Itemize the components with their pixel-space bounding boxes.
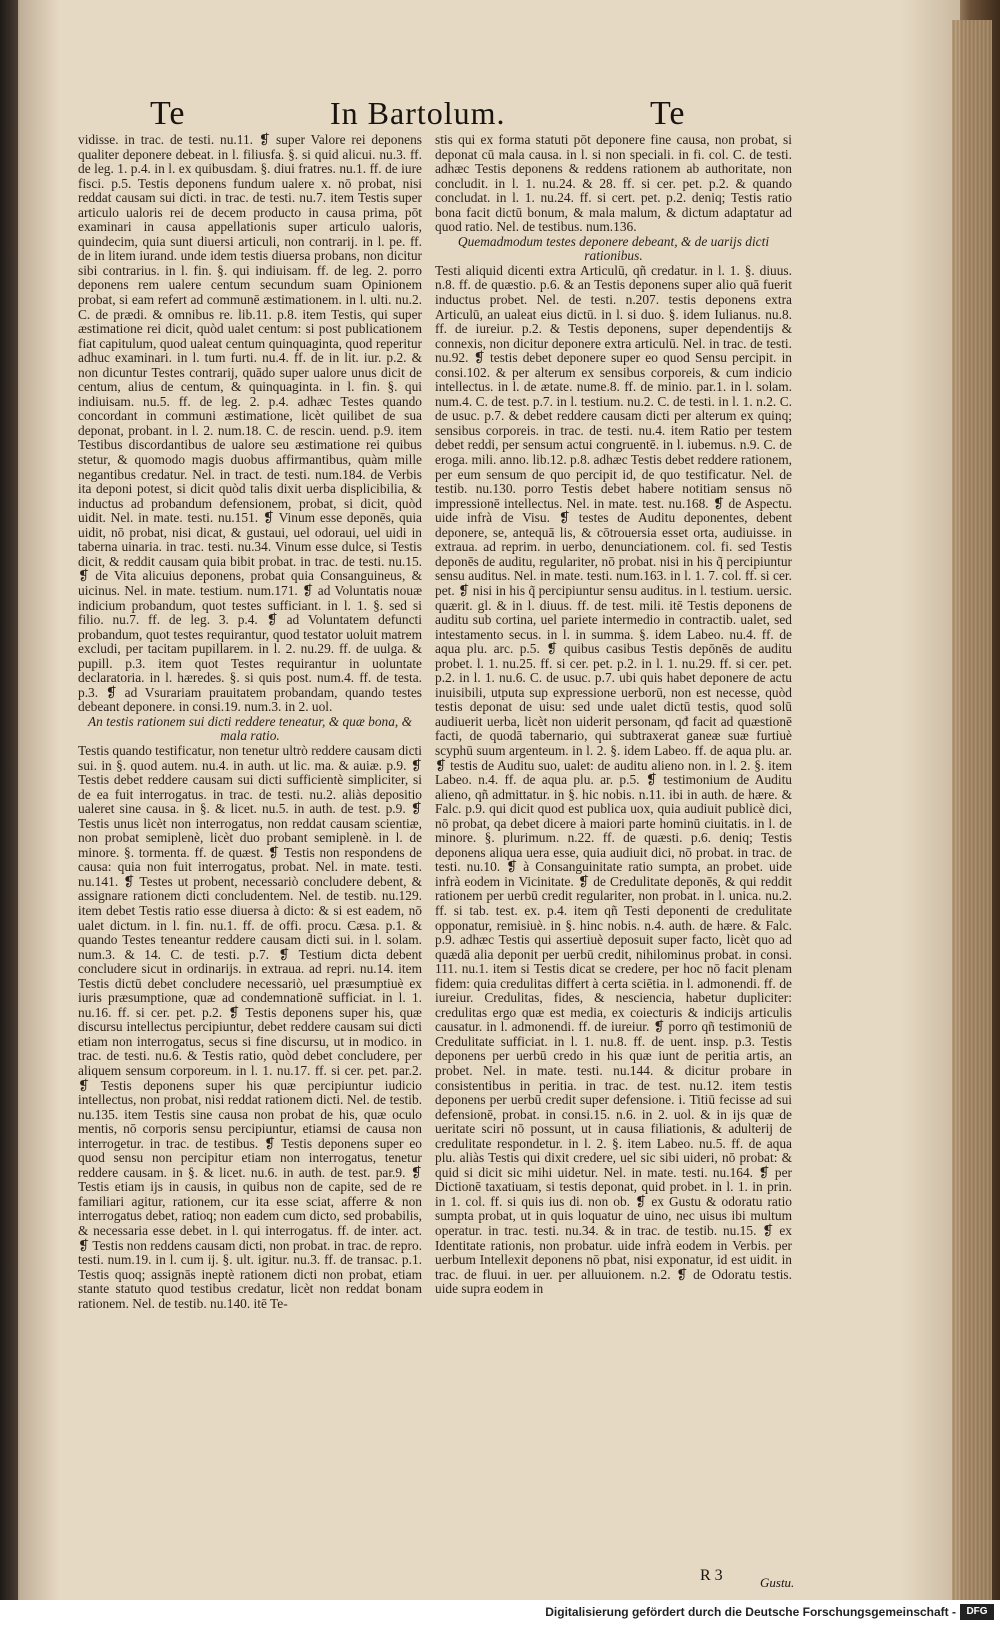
funding-notice: Digitalisierung gefördert durch die Deutsche Forschungsgemeinschaft - [545, 1605, 956, 1619]
binding-shadow [0, 0, 18, 1625]
paragraph: Testis quando testificatur, non tenetur ultrò reddere causam dicti sui. in §. quod autem. nu.4. in auth. ut lic. ma. & auiæ. p.9. ❡ Testis debet reddere causam sui dicti sufficientè simpliciter, si de ea fuit interrogatus. in trac. de testi. nu.2. aliàs depositio ualeret sine causa. in §. & licet. nu.5. in auth. de test. p.9. ❡ Testis unus licèt non interrogatus, non reddat causam scientiæ, non probat semiplenè, licèt duo probant semiplenè. in l. de minore. §. tormenta. ff. de quæst. ❡ Testis non respondens de causa: quia non fuit interrogatus, probat. Nel. in mate. testi. nu.141. ❡ Testes ut probent, necessariò concludere debent, & assignare rationem dicti concludentem. Nel. de testib. nu.129. item debet Testis ratio esse diuersa à dicto: & si est eadem, nō ualet dictum. in l. fin. nu.1. ff. de offi. procu. Cæsa. p.1. & quando Testes teneantur reddere causam dicti sui. in l. solam. num.3. & 14. C. de testi. p.7. ❡ Testium dicta debent concludere sicut in ordinarijs. in extraua. ad repri. nu.14. item Testis dictū debet concludere necessariò, uel præsumptiuè ex iuris præsumptione, quæ ad condemnationē sufficiat. in l. 1. nu.16. ff. si cer. pet. p.2. ❡ Testis deponens super his, quæ discursu intellectus percipiuntur, debet reddere causam sui dicti etiam non interrogatus, secus si fine discursu, ut in modico. in trac. de testi. nu.6. & Testis ratio, quòd debet concludere, per aliquem sensum corporeum. in l. 1. nu.17. ff. si cer. pet. par.2. ❡ Testis deponens super his quæ percipiuntur iudicio intellectus, non probat, nisi reddat rationem dicti. Nel. de testib. nu.135. item Testis sine causa non probat de his, quæ oculo mentis, nō corporis sensu percipiuntur, etiamsi de causa non interrogetur. in trac. de testibus. ❡ Testis deponens super eo quod sensu non percipitur etiam non interrogatus, tenetur reddere causam. in §. & licet. nu.6. in auth. de test. par.9. ❡ Testis etiam ijs in causis, in quibus non de capite, sed de re familiari agitur, rationem, cur ita esse sciat, afferre & non interrogatus debet, ratioq; non eadem cum dicto, sed probabilis, & necessaria esse debet. in l. qui interrogatus. ff. de inter. act. ❡ Testis non reddens causam dicti, non probat. in trac. de repro. testi. num.19. in l. cum ij. §. ult. igitur. nu.3. ff. de transac. p.1. Testis quoq; assignās ineptè rationem dicti non probat, etiam stante statuto quod testibus credatur, licèt non reddat bonam rationem. Nel. de testib. nu.140. itē Te- [78, 742, 422, 1311]
text-column-right [435, 133, 792, 1297]
section-subheading: An testis rationem sui dicti reddere teneatur, & quæ bona, & mala ratio. [87, 713, 413, 744]
running-head-right: Te [650, 95, 686, 132]
signature-mark: R 3 [700, 1567, 723, 1584]
running-head-left: Te [150, 95, 186, 132]
page-edges [952, 20, 992, 1600]
section-subheading: Quemadmodum testes deponere debeant, & de uarijs dicti rationibus. [457, 233, 770, 264]
dfg-logo: DFG [960, 1604, 994, 1620]
catchword: Gustu. [760, 1575, 795, 1590]
paragraph: Testi aliquid dicenti extra Articulū, qñ credatur. in l. 1. §. diuus. n.8. ff. de quæstio. p.6. & an Testis deponens super alio quā fuerit inductus probet. Nel. de testi. n.207. testis deponens extra Articulū, an ualeat eius dictū. in l. si duo. §. idem Iulianus. nu.8. ff. de iureiur. p.2. & Testis deponens, super dependentijs & connexis, non dicitur deponere extra articulū. Nel. in trac. de testi. nu.92. ❡ testis debet deponere super eo quod Sensu percipit. in consi.102. & per alterum ex sensibus corporeis, & cum indicio intellectus. in l. de ætate. nume.8. ff. de minio. par.1. in l. solam. num.4. C. de test. p.7. in l. testium. nu.2. C. de testi. in l. 1. n.2. C. de usuc. p.7. & debet reddere causam dicti per alterum ex quinq; sensibus corporeis. in trac. de testi. nu.4. item Ratio per testem debet reddi, per sensum actui congruentē. in l. iubemus. n.9. C. de eroga. mili. anno. lib.12. p.8. adhæc Testis debet reddere rationem, per eum sensum de quo percipit id, de quo testificatur. Nel. de testib. nu.130. porro Testis debet habere notitiam sensus nō impressionē intellectus. Nel. in mate. test. nu.168. ❡ de Aspectu. uide infrà de Visu. ❡ testes de Auditu deponentes, debent deponere, se, antequā lis, & cōtrouersia esset orta, audiuisse. in extraua. ad reprim. in uerbo, denunciationem. col. fi. sed Testis deponēs de auditu, regulariter, nō probat. nisi in his q̃ percipiuntur sensu auditus. Nel. in mate. testi. num.163. in l. 1. 7. col. ff. si cer. pet. ❡ nisi in his q̃ percipiuntur sensu auditus. in l. testium. uersic. quærit. gl. & in l. diuus. ff. de test. mili. itē Testis deponens de auditu sub cortina, uel pariete intermedio in contractib. ualet, sed intestamento secus. in l. in summa. §. idem Labeo. nu.4. ff. de aqua plu. arc. p.5. ❡ quibus casibus Testis depōnēs de auditu probet. l. 1. nu.25. ff. si cer. pet. p.2. in l. 1. nu.29. ff. si cer. pet. p.2. in l. 1. nu.6. C. de usuc. p.7. ubi quis habet deponere de actu inuisibili, utputa sup expressione uerborū, non est necesse, quòd testis deponat de uisu: sed unde ualet dictū testis, quod solū audiuerit uerba, licèt non uiderit personam, qđ facit ad quæstionē facti, de quodā tabernario, qui subtraxerat ganeæ suæ furtiuè scyphū suum argenteum. in l. 2. §. idem Labeo. ff. de aqua plu. ar. ❡ testis de Auditu suo, ualet: de auditu alieno non. in l. 2. §. item Labeo. n.4. ff. de aqua plu. ar. p.5. ❡ testimonium de Auditu alieno, qñ admittatur. in §. hic nobis. n.11. ibi in auth. de hære. & Falc. p.9. qui dicit quod est publica uox, quia audiuit publicè dici, nō probat, qa debet dicere à maiori parte hominū ciuitatis. in l. de minore. §. plurimum. n.22. ff. de quæsti. p.6. deniq; Testis deponens aliqua uera esse, quia audiuit dici, nō probat. in trac. de testi. nu.10. ❡ à Consanguinitate ratio sumpta, an probet. uide infrà eodem in Vicinitate. ❡ de Credulitate deponēs, & qui reddit rationem per uerbū credit regulariter, non probat. in l. unica. nu.2. ff. si tab. test. ex. p.4. item qñ Testi deponenti de credulitate opponatur, remisiuè. in §. hinc nobis. n.4. auth. de hære. & Falc. p.9. adhæc Testis qui assertiuè deposuit super facto, licèt quo ad quædā alia deponit per uerbū credit, nihilominus probat. in consi. 111. nu.1. item si Testis dicat se credere, per hoc nō facit plenam fidem: quia credulitas differt à certa sciētia. in l. admonendi. ff. de iureiur. Credulitas, fides, & nesciencia, habetur dupliciter: credulitas ergo quæ est media, ex coiecturis & indicijs articulis causatur. in l. admonendi. ff. de iureiur. ❡ porro qñ testimoniū de Credulitate sufficiat. in l. 1. nu.8. ff. de uent. insp. p.3. Testis deponens per uerbū credo in his quæ iunt de peritia artis, an probet. Nel. in mate. testi. nu.144. & dicitur probare in consistentibus in peritia. in trac. de test. nu.12. item testis deponens per uerbū credit super defensione. i. Titiū fecisse ad sui defensionē, probat. in consi.15. n.6. in 2. uol. & in ijs quæ de ueritate sciri nō possunt, ut in causa filiationis, & adulterij de credulitate respondetur. in l. 2. §. item Labeo. nu.5. ff. de aqua plu. aliàs Testis qui dixit credere, uel sic sibi uideri, nō probat: & quid si dicit sic mihi uidetur. Nel. in mate. testi. nu.164. ❡ per Dictionē taxatiuam, si testis deponat, quid probet. in l. 1. in prin. in 1. col. ff. si quis ius di. non ob. ❡ ex Gustu & odoratu ratio sumpta probat, ut in quis loquatur de uino, nec uisus ibi multum operatur. in trac. testi. nu.34. & in trac. de testib. nu.15. ❡ ex Identitate rationis, non probatur. uide infrà eodem in Verbis. per uerbum Intellexit deponens nō pbat, nisi exponatur, id est uidit. in trac. de fluui. in uer. per alluuionem. n.2. ❡ de Odoratu testis. uide supra eodem in [435, 262, 792, 1297]
footer-bar [0, 1600, 1000, 1625]
paragraph: vidisse. in trac. de testi. nu.11. ❡ super Valore rei deponens qualiter deponere debeat. in l. filiusfa. §. si quid alicui. nu.3. ff. de leg. 1. p.4. in l. ex quibusdam. §. diui fratres. nu.1. ff. de iure fisci. p.5. Testis deponens fundum ualere x. nō probat, nisi reddat causam sui dicti. in trac. de testi. nu.7. item Testis super articulo ualoris rei de decem producto in causa prima, pōt examinari in causa appellationis super articulo ualoris, quindecim, quia sunt diuersi articuli, non contrarij. in l. pe. ff. de in litem iurand. unde idem testis diuersa probans, non dicitur sibi contrarius. in l. fin. §. qui indiuisam. ff. de leg. 2. porro deponens rem ualere centum secundum suam Opinionem probat, si eam refert ad communē æstimationem. in l. ulti. nu.2. C. de prædi. & omnibus re. lib.11. p.8. item Testis, qui super æstimatione rei dicit, quòd ualet centum: si post publicationem fiat capitulum, quod ualeat centum quinquaginta, quod reperitur adhuc examinari. in l. tum furti. nu.4. ff. de in lit. iur. p.2. & non dicuntur Testes contrarij, quādo super ualore unus dicit de centum, alius de centum, & quinquaginta. in l. fin. §. qui indiuisam. nu.5. ff. de leg. 2. p.4. adhæc Testes quando concordant in communi æstimatione, licèt quilibet de sua deponat, probant. in l. 2. num.18. C. de rescin. uend. p.9. item Testibus discordantibus de ualore seu æstimatione rei quibus stetur, & quomodo magis duobus affirmantibus, quàm mille negantibus credatur. Nel. in tract. de testi. num.184. de Verbis ita deponi potest, si dicit quòd talis dixit uerba displicibilia, & inductus ad probandum defensionem, probat, si dicit, quòd uidit. Nel. in mate. testi. nu.151. ❡ Vinum esse deponēs, quia uidit, nō probat, nisi dicat, & gustaui, uel odoraui, uel uidi in taberna uinaria. in trac. testi. nu.34. Vinum esse dulce, si Testis dicit, & reddit causam quia bibit probat. in trac. de testi. nu.15. ❡ de Vita alicuius deponens, probat quia Consanguineus, & uicinus. Nel. in mate. testium. num.171. ❡ ad Voluntatis nouæ indicium probandum, quot testes sufficiant. in l. 1. §. sed si filio. nu.7. ff. de leg. 3. p.4. ❡ ad Voluntatem defuncti probandum, quot testes requirantur, quod testator uoluit matrem excludi, per tacitam pupillarem. in l. 2. nu.29. ff. de uulga. & pupill. p.3. item quot Testes requirantur in uoluntate declaratoria. in l. hæredes. §. si quis post. num.4. ff. de testa. p.3. ❡ ad Vsurariam prauitatem probandam, quando testes debeant deponere. in consi.19. num.3. in 2. uol. [78, 132, 422, 715]
paragraph: stis qui ex forma statuti pōt deponere fine causa, non probat, si deponat cū mala causa. in l. si non speciali. in fi. col. C. de testi. adhæc Testis deponens & reddens rationem ab authoritate, non concludit. in l. 1. nu.24. & 28. ff. si cer. pet. p.2. & quando concludat. in l. 1. nu.24. ff. si cert. pet. p.2. deniq; Testis ratio bona facit dictū bonum, & mala malum, & dictum adaptatur ad quod ratio. Nel. de testibus. num.136. [435, 132, 792, 235]
running-head-title: In Bartolum. [330, 95, 506, 131]
text-column-left [78, 133, 422, 1311]
